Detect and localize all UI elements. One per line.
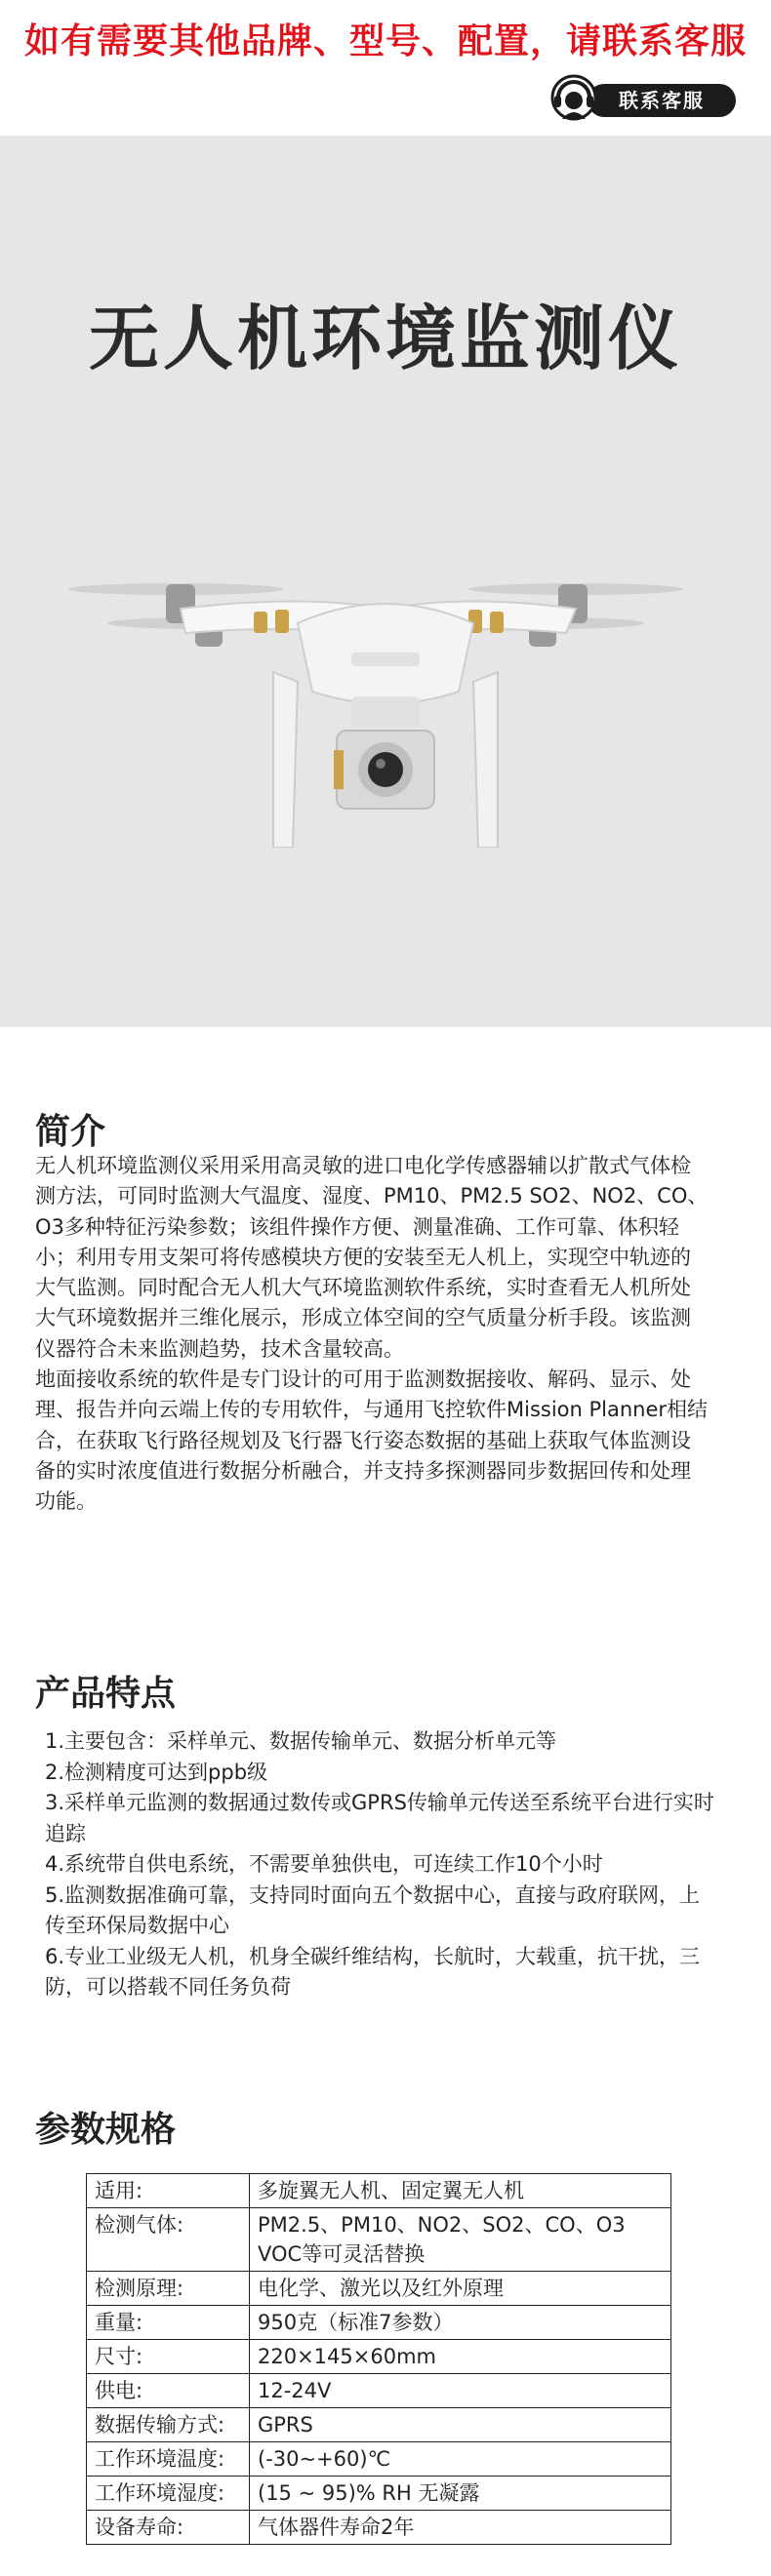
- table-row: [87, 2477, 671, 2511]
- intro-text: [35, 1151, 709, 1518]
- banner-notice: 如有需要其他品牌、型号、配置，请联系客服: [23, 21, 747, 61]
- spec-key: 尺寸:: [87, 2340, 250, 2374]
- spec-key: 供电:: [87, 2374, 250, 2408]
- table-row: [87, 2408, 671, 2442]
- feature-item: 5.监测数据准确可靠，支持同时面向五个数据中心，直接与政府联网，上传至环保局数据中心: [45, 1882, 701, 1937]
- table-row: [87, 2272, 671, 2306]
- contact-service-label: 联系客服: [588, 84, 736, 117]
- feature-item: 3.采样单元监测的数据通过数传或GPRS传输单元传送至系统平台进行实时追踪: [45, 1791, 714, 1845]
- spec-key: 检测气体:: [87, 2208, 250, 2272]
- feature-item: 2.检测精度可达到ppb级: [45, 1760, 268, 1784]
- spec-key: 工作环境湿度:: [87, 2477, 250, 2511]
- table-row: [87, 2340, 671, 2374]
- spec-table: [86, 2173, 671, 2545]
- features-heading: 产品特点: [35, 1674, 177, 1714]
- spec-key: 数据传输方式:: [87, 2408, 250, 2442]
- spec-value: 220×145×60mm: [250, 2340, 671, 2374]
- spec-value: (15 ~ 95)% RH 无凝露: [250, 2477, 671, 2511]
- spec-value: PM2.5、PM10、NO2、SO2、CO、O3 VOC等可灵活替换: [250, 2208, 671, 2272]
- feature-item: 4.系统带自供电系统，不需要单独供电，可连续工作10个小时: [45, 1852, 603, 1876]
- table-row: [87, 2374, 671, 2408]
- feature-item: 6.专业工业级无人机，机身全碳纤维结构，长航时，大载重，抗干扰，三防，可以搭载不同任务负荷: [45, 1944, 701, 1999]
- table-row: [87, 2208, 671, 2272]
- spec-key: 重量:: [87, 2306, 250, 2340]
- top-banner: [0, 0, 771, 136]
- feature-item: 1.主要包含：采样单元、数据传输单元、数据分析单元等: [45, 1729, 557, 1753]
- features-list: [45, 1726, 718, 2003]
- customer-service-icon: [548, 74, 599, 121]
- page-title: 无人机环境监测仪: [88, 297, 682, 379]
- hero-section: [0, 136, 771, 1027]
- spec-value: 12-24V: [250, 2374, 671, 2408]
- spec-value: 气体器件寿命2年: [250, 2511, 671, 2545]
- spec-key: 设备寿命:: [87, 2511, 250, 2545]
- intro-heading: 简介: [35, 1112, 106, 1152]
- spec-key: 适用:: [87, 2174, 250, 2208]
- spec-value: 多旋翼无人机、固定翼无人机: [250, 2174, 671, 2208]
- spec-value: GPRS: [250, 2408, 671, 2442]
- spec-value: (-30~+60)℃: [250, 2442, 671, 2477]
- table-row: [87, 2511, 671, 2545]
- table-row: [87, 2174, 671, 2208]
- spec-value: 950克（标准7参数）: [250, 2306, 671, 2340]
- specs-heading: 参数规格: [35, 2110, 177, 2150]
- spec-value: 电化学、激光以及红外原理: [250, 2272, 671, 2306]
- spec-key: 工作环境温度:: [87, 2442, 250, 2477]
- intro-paragraph: 无人机环境监测仪采用采用高灵敏的进口电化学传感器辅以扩散式气体检测方法，可同时监测大气温度、湿度、PM10、PM2.5 SO2、NO2、CO、O3多种特征污染参数；该组件操作方便、测量准确、工作可靠、体积轻小；利用专用支架可将传感模块方便的安装至无人机上，实现空中轨迹的大气监测。同时配合无人机大气环境监测软件系统，实时查看无人机所处大气环境数据并三维化展示，形成立体空间的空气质量分析手段。该监测仪器符合未来监测趋势，技术含量较高。: [35, 1154, 709, 1361]
- table-row: [87, 2306, 671, 2340]
- table-row: [87, 2442, 671, 2477]
- contact-service-button[interactable]: [548, 80, 740, 117]
- drone-image: [59, 555, 712, 1013]
- spec-key: 检测原理:: [87, 2272, 250, 2306]
- intro-paragraph: 地面接收系统的软件是专门设计的可用于监测数据接收、解码、显示、处理、报告并向云端上传的专用软件，与通用飞控软件Mission Planner相结合，在获取飞行路径规划及飞行器飞行姿态数据的基础上获取气体监测设备的实时浓度值进行数据分析融合，并支持多探测器同步数据回传和处理功能。: [35, 1367, 709, 1514]
